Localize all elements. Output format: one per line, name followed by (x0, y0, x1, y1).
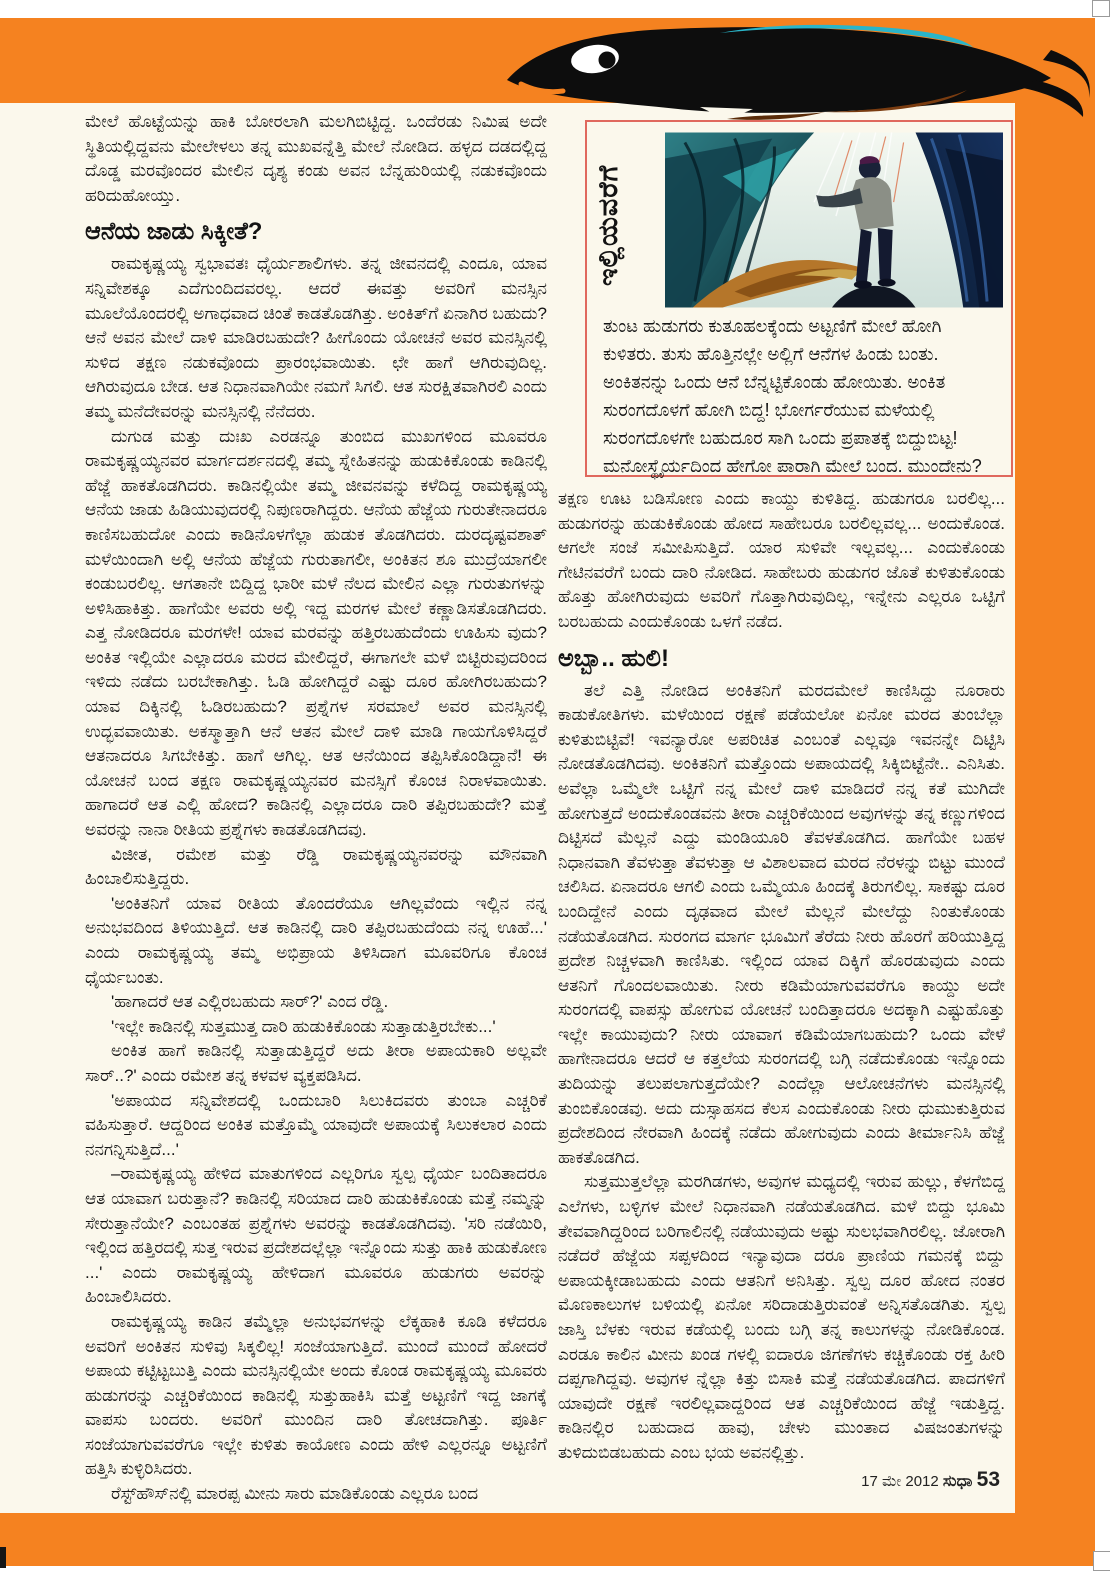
left-column-paragraphs (85, 252, 547, 1506)
right-orange-bar (1015, 18, 1095, 1566)
paragraph: ವಿಜೀತ, ರಮೇಶ ಮತ್ತು ರೆಡ್ಡಿ ರಾಮಕೃಷ್ಣಯ್ಯನವರನ್ನು ಮೌನವಾಗಿ ಹಿಂಬಾಲಿಸುತ್ತಿದ್ದರು. (85, 844, 547, 889)
section-heading-tiger: ಅಬ್ಬಾ.. ಹುಲಿ! (558, 644, 669, 672)
paragraph: 'ಅಂಕಿತನಿಗೆ ಯಾವ ರೀತಿಯ ತೊಂದರೆಯೂ ಆಗಿಲ್ಲವೆಂದು ಇಲ್ಲಿನ ನನ್ನ ಅನುಭವದಿಂದ ತಿಳಿಯುತ್ತಿದೆ. ಆತ ಕಾಡಿನಲ್ಲಿ ದಾರಿ ತಪ್ಪಿರಬಹುದೆಂದು ನನ್ನ ಊಹೆ...' ಎಂದು ರಾಮಕೃಷ್ಣಯ್ಯ ತಮ್ಮ ಅಭಿಪ್ರಾಯ ತಿಳಿಸಿದಾಗ ಮೂವರಿಗೂ ಕೊಂಚ ಧೈರ್ಯಬಂತು. (85, 893, 547, 987)
bottom-orange-band (0, 1513, 1095, 1566)
paragraph: 'ಇಲ್ಲೇ ಕಾಡಿನಲ್ಲಿ ಸುತ್ತಮುತ್ತ ದಾರಿ ಹುಡುಕಿಕೊಂಡು ಸುತ್ತಾಡುತ್ತಿರಬೇಕು...' (111, 1016, 496, 1036)
paragraph: ರಾಮಕೃಷ್ಣಯ್ಯ ಕಾಡಿನ ತಮ್ಮೆಲ್ಲಾ ಅನುಭವಗಳನ್ನು ಲೆಕ್ಕಹಾಕಿ ಕೂಡಿ ಕಳೆದರೂ ಅವರಿಗೆ ಅಂಕಿತನ ಸುಳಿವು ಸಿಕ್ಕಲಿಲ್ಲ! ಸಂಜೆಯಾಗುತ್ತಿದೆ. ಮುಂದೆ ಮುಂದೆ ಹೋದರೆ ಅಪಾಯ ಕಟ್ಟಿಟ್ಟಬುತ್ತಿ ಎಂದು ಮನಸ್ಸಿನಲ್ಲಿಯೇ ಅಂದು ಕೊಂಡ ರಾಮಕೃಷ್ಣಯ್ಯ ಮೂವರು ಹುಡುಗರನ್ನು ಎಚ್ಚರಿಕೆಯಿಂದ ಕಾಡಿನಲ್ಲಿ ಸುತ್ತುಹಾಕಿಸಿ ಮತ್ತೆ ಅಟ್ಟಣಿಗೆ ಇದ್ದ ಜಾಗಕ್ಕೆ ವಾಪಸು ಬಂದರು. ಅವರಿಗೆ ಮುಂದಿನ ದಾರಿ ತೋಚದಾಗಿತ್ತು. ಪೂರ್ತಿ ಸಂಜೆಯಾಗುವವರೆಗೂ ಇಲ್ಲೇ ಕುಳಿತು ಕಾಯೋಣ ಎಂದು ಹೇಳಿ ಎಲ್ಲರನ್ನೂ ಅಟ್ಟಣಿಗೆ ಹತ್ತಿಸಿ ಕುಳ್ಳಿರಿಸಿದರು. (85, 1311, 547, 1479)
paragraph: ತಲೆ ಎತ್ತಿ ನೋಡಿದ ಅಂಕಿತನಿಗೆ ಮರದಮೇಲೆ ಕಾಣಿಸಿದ್ದು ನೂರಾರು ಕಾಡುಕೋತಿಗಳು. ಮಳೆಯಿಂದ ರಕ್ಷಣೆ ಪಡೆಯಲೋ ಏನೋ ಮರದ ತುಂಬೆಲ್ಲಾ ಕುಳಿತುಬಿಟ್ಟಿವೆ! ಇವನ್ಯಾರೋ ಅಪರಿಚಿತ ಎಂಬಂತೆ ಎಲ್ಲವೂ ಇವನನ್ನೇ ದಿಟ್ಟಿಸಿ ನೋಡತೊಡಗಿದವು. ಅಂಕಿತನಿಗೆ ಮತ್ತೊಂದು ಅಪಾಯದಲ್ಲಿ ಸಿಕ್ಕಿಬಿಟ್ಟೆನೇ.. ಎನಿಸಿತು. ಅವೆಲ್ಲಾ ಒಮ್ಮೆಲೇ ಒಟ್ಟಿಗೆ ನನ್ನ ಮೇಲೆ ದಾಳಿ ಮಾಡಿದರೆ ನನ್ನ ಕತೆ ಮುಗಿದೇ ಹೋಗುತ್ತದೆ ಅಂದುಕೊಂಡವನು ತೀರಾ ಎಚ್ಚರಿಕೆಯಿಂದ ಅವುಗಳನ್ನು ತನ್ನ ಕಣ್ಣುಗಳಿಂದ ದಿಟ್ಟಿಸದೆ ಮೆಲ್ಲನೆ ಎದ್ದು ಮಂಡಿಯೂರಿ ತೆವಳತೊಡಗಿದ. ಹಾಗೆಯೇ ಬಹಳ ನಿಧಾನವಾಗಿ ತೆವಳುತ್ತಾ ತೆವಳುತ್ತಾ ಆ ವಿಶಾಲವಾದ ಮರದ ನೆರಳನ್ನು ಬಿಟ್ಟು ಮುಂದೆ ಚಲಿಸಿದ. ಏನಾದರೂ ಆಗಲಿ ಎಂದು ಒಮ್ಮೆಯೂ ಹಿಂದಕ್ಕೆ ತಿರುಗಲಿಲ್ಲ. ಸಾಕಷ್ಟು ದೂರ ಬಂದಿದ್ದೇನೆ ಎಂದು ದೃಢವಾದ ಮೇಲೆ ಮೆಲ್ಲನೆ ಮೇಲೆದ್ದು ನಿಂತುಕೊಂಡು ನಡೆಯತೊಡಗಿದ. ಸುರಂಗದ ಮಾರ್ಗ ಭೂಮಿಗೆ ತೆರೆದು ನೀರು ಹೊರಗೆ ಹರಿಯುತ್ತಿದ್ದ ಪ್ರದೇಶ ನಿಚ್ಚಳವಾಗಿ ಕಾಣಿಸಿತು. ಇಲ್ಲಿಂದ ಯಾವ ದಿಕ್ಕಿಗೆ ಹೊರಡುವುದು ಎಂದು ಆತನಿಗೆ ಗೊಂದಲವಾಯಿತು. ನೀರು ಕಡಿಮೆಯಾಗುವವರೆಗೂ ಕಾಯ್ದು ಅದೇ ಸುರಂಗದಲ್ಲಿ ವಾಪಸ್ಸು ಹೋಗುವ ಯೋಚನೆ ಬಂದಿತ್ತಾದರೂ ಅದಕ್ಕಾಗಿ ಎಷ್ಟುಹೊತ್ತು ಇಲ್ಲೇ ಕಾಯುವುದು? ನೀರು ಯಾವಾಗ ಕಡಿಮೆಯಾಗಬಹುದು? ಒಂದು ವೇಳೆ ಹಾಗೇನಾದರೂ ಆದರೆ ಆ ಕತ್ತಲೆಯ ಸುರಂಗದಲ್ಲಿ ಬಗ್ಗಿ ನಡೆದುಕೊಂಡು ಇನ್ನೊಂದು ತುದಿಯನ್ನು ತಲುಪಲಾಗುತ್ತದೆಯೇ? ಎಂದೆಲ್ಲಾ ಆಲೋಚನೆಗಳು ಮನಸ್ಸಿನಲ್ಲಿ ತುಂಬಿಕೊಂಡವು. ಅದು ದುಸ್ಸಾಹಸದ ಕೆಲಸ ಎಂದುಕೊಂಡು ನೀರು ಧುಮುಕುತ್ತಿರುವ ಪ್ರದೇಶದಿಂದ ನೇರವಾಗಿ ಹಿಂದಕ್ಕೆ ನಡೆದು ಹೋಗುವುದು ಎಂದು ತೀರ್ಮಾನಿಸಿ ಹೆಜ್ಜೆ ಹಾಕತೊಡಗಿದ. (558, 680, 1005, 1167)
paragraph: ರಾಮಕೃಷ್ಣಯ್ಯ ಸ್ವಭಾವತಃ ಧೈರ್ಯಶಾಲಿಗಳು. ತನ್ನ ಜೀವನದಲ್ಲಿ ಎಂದೂ, ಯಾವ ಸನ್ನಿವೇಶಕ್ಕೂ ಎದೆಗುಂದಿದವರಲ್ಲ. ಆದರೆ ಈವತ್ತು ಅವರಿಗೆ ಮನಸ್ಸಿನ ಮೂಲೆಯೊಂದರಲ್ಲಿ ಅಗಾಧವಾದ ಚಿಂತೆ ಕಾಡತೊಡಗಿತ್ತು. ಅಂಕಿತ್‌ಗೆ ಏನಾಗಿರ ಬಹುದು? ಆನೆ ಅವನ ಮೇಲೆ ದಾಳಿ ಮಾಡಿರಬಹುದೇ? ಹೀಗೊಂದು ಯೋಚನೆ ಅವರ ಮನಸ್ಸಿನಲ್ಲಿ ಸುಳಿದ ತಕ್ಷಣ ನಡುಕವೊಂದು ಪ್ರಾರಂಭವಾಯಿತು. ಛೇ ಹಾಗೆ ಆಗಿರುವುದಿಲ್ಲ. ಆಗಿರುವುದೂ ಬೇಡ. ಆತ ನಿಧಾನವಾಗಿಯೇ ನಮಗೆ ಸಿಗಲಿ. ಆತ ಸುರಕ್ಷಿತವಾಗಿರಲಿ ಎಂದು ತಮ್ಮ ಮನೆದೇವರನ್ನು ಮನಸ್ಸಿನಲ್ಲಿ ನೆನೆದರು. (85, 254, 547, 421)
paragraph: 'ಅಪಾಯದ ಸನ್ನಿವೇಶದಲ್ಲಿ ಒಂದುಬಾರಿ ಸಿಲುಕಿದವರು ತುಂಬಾ ಎಚ್ಚರಿಕೆ ವಹಿಸುತ್ತಾರೆ. ಆದ್ದರಿಂದ ಅಂಕಿತ ಮತ್ತೊಮ್ಮೆ ಯಾವುದೇ ಅಪಾಯಕ್ಕೆ ಸಿಲುಕಲಾರ ಎಂದು ನನಗನ್ನಿಸುತ್ತಿದೆ...' (85, 1090, 547, 1159)
right-column (558, 487, 1005, 1466)
story-recap-box (585, 120, 1013, 477)
paragraph: ಸುತ್ತಮುತ್ತಲೆಲ್ಲಾ ಮರಗಿಡಗಳು, ಅವುಗಳ ಮಧ್ಯದಲ್ಲಿ ಇರುವ ಹುಲ್ಲು, ಕೆಳಗೆಬಿದ್ದ ಎಲೆಗಳು, ಬಳ್ಳಿಗಳ ಮೇಲೆ ನಿಧಾನವಾಗಿ ನಡೆಯತೊಡಗಿದ. ಮಳೆ ಬಿದ್ದು ಭೂಮಿ ತೇವವಾಗಿದ್ದರಿಂದ ಬರಿಗಾಲಿನಲ್ಲಿ ನಡೆಯುವುದು ಅಷ್ಟು ಸುಲಭವಾಗಿರಲಿಲ್ಲ. ಜೋರಾಗಿ ನಡೆದರೆ ಹೆಜ್ಜೆಯ ಸಪ್ಪಳದಿಂದ ಇನ್ಯಾವುದಾ ದರೂ ಪ್ರಾಣಿಯ ಗಮನಕ್ಕೆ ಬಿದ್ದು ಅಪಾಯಕ್ಕೀಡಾಬಹುದು ಎಂದು ಆತನಿಗೆ ಅನಿಸಿತ್ತು. ಸ್ವಲ್ಪ ದೂರ ಹೋದ ನಂತರ ಮೊಣಕಾಲುಗಳ ಬಳಿಯಲ್ಲಿ ಏನೋ ಸರಿದಾಡುತ್ತಿರುವಂತೆ ಅನ್ನಿಸತೊಡಗಿತು. ಸ್ವಲ್ಪ ಜಾಸ್ತಿ ಬೆಳಕು ಇರುವ ಕಡೆಯಲ್ಲಿ ಬಂದು ಬಗ್ಗಿ ತನ್ನ ಕಾಲುಗಳನ್ನು ನೋಡಿಕೊಂಡ. ಎರಡೂ ಕಾಲಿನ ಮೀನು ಖಂಡ ಗಳಲ್ಲಿ ಐದಾರೂ ಜಿಗಣೆಗಳು ಕಚ್ಚಿಕೊಂಡು ರಕ್ತ ಹೀರಿ ದಪ್ಪಗಾಗಿದ್ದವು. ಅವುಗಳ ನ್ನೆಲ್ಲಾ ಕಿತ್ತು ಬಿಸಾಕಿ ಮತ್ತೆ ನಡೆಯತೊಡಗಿದ. ಪಾದಗಳಿಗೆ ಯಾವುದೇ ರಕ್ಷಣೆ ಇರಲಿಲ್ಲವಾದ್ದರಿಂದ ಆತ ಎಚ್ಚರಿಕೆಯಿಂದ ಹೆಜ್ಜೆ ಇಡುತ್ತಿದ್ದ. ಕಾಡಿನಲ್ಲಿರ ಬಹುದಾದ ಹಾವು, ಚೇಳು ಮುಂತಾದ ವಿಷಜಂತುಗಳನ್ನು ತುಳಿದುಬಿಡಬಹುದು ಎಂಬ ಭಯ ಅವನಲ್ಲಿತ್ತು. (558, 1172, 1005, 1462)
vertical-label-so-far: ಇಲ್ಲಿಯವರೆಗೆ (593, 164, 623, 286)
magazine-name: ಸುಧಾ (942, 1473, 973, 1490)
paragraph: ದುಗುಡ ಮತ್ತು ದುಃಖ ಎರಡನ್ನೂ ತುಂಬಿದ ಮುಖಗಳಿಂದ ಮೂವರೂ ರಾಮಕೃಷ್ಣಯ್ಯನವರ ಮಾರ್ಗದರ್ಶನದಲ್ಲಿ ತಮ್ಮ ಸ್ನೇಹಿತನನ್ನು ಹುಡುಕಿಕೊಂಡು ಕಾಡಿನಲ್ಲಿ ಹೆಜ್ಜೆ ಹಾಕತೊಡಗಿದರು. ಕಾಡಿನಲ್ಲಿಯೇ ತಮ್ಮ ಜೀವನವನ್ನು ಕಳೆದಿದ್ದ ರಾಮಕೃಷ್ಣಯ್ಯ ಆನೆಯ ಜಾಡು ಹಿಡಿಯುವುದರಲ್ಲಿ ನಿಪುಣರಾಗಿದ್ದರು. ಆನೆಯ ಹೆಜ್ಜೆಯ ಗುರುತೇನಾದರೂ ಕಾಣಿಸಬಹುದೋ ಎಂದು ಕಾಡಿನೊಳಗೆಲ್ಲಾ ಹುಡುಕ ತೊಡಗಿದರು. ದುರದೃಷ್ಟವಶಾತ್ ಮಳೆಯಿಂದಾಗಿ ಅಲ್ಲಿ ಆನೆಯ ಹೆಜ್ಜೆಯ ಗುರುತಾಗಲೀ, ಅಂಕಿತನ ಶೂ ಮುದ್ರೆಯಾಗಲೀ ಕಂಡುಬರಲಿಲ್ಲ. ಆಗತಾನೇ ಬಿದ್ದಿದ್ದ ಭಾರೀ ಮಳೆ ನೆಲದ ಮೇಲಿನ ಎಲ್ಲಾ ಗುರುತುಗಳನ್ನು ಅಳಿಸಿಹಾಕಿತ್ತು. ಹಾಗೆಯೇ ಅವರು ಅಲ್ಲಿ ಇದ್ದ ಮರಗಳ ಮೇಲೆ ಕಣ್ಣಾಡಿಸತೊಡಗಿದರು. ಎತ್ತ ನೋಡಿದರೂ ಮರಗಳೇ! ಯಾವ ಮರವನ್ನು ಹತ್ತಿರಬಹುದೆಂದು ಊಹಿಸು ವುದು? ಅಂಕಿತ ಇಲ್ಲಿಯೇ ಎಲ್ಲಾದರೂ ಮರದ ಮೇಲಿದ್ದರೆ, ಈಗಾಗಲೇ ಮಳೆ ಬಿಟ್ಟಿರುವುದರಿಂದ ಇಳಿದು ನಡೆದು ಬರಬೇಕಾಗಿತ್ತು. ಓಡಿ ಹೋಗಿದ್ದರೆ ಎಷ್ಟು ದೂರ ಹೋಗಿರಬಹುದು? ಯಾವ ದಿಕ್ಕಿನಲ್ಲಿ ಓಡಿರಬಹುದು? ಪ್ರಶ್ನೆಗಳ ಸರಮಾಲೆ ಅವರ ಮನಸ್ಸಿನಲ್ಲಿ ಉದ್ಭವವಾಯಿತು. ಅಕಸ್ಮಾತ್ತಾಗಿ ಆನೆ ಆತನ ಮೇಲೆ ದಾಳಿ ಮಾಡಿ ಗಾಯಗೊಳಿಸಿದ್ದರೆ ಆತನಾದರೂ ಸಿಗಬೇಕಿತ್ತು. ಹಾಗೆ ಆಗಿಲ್ಲ. ಆತ ಆನೆಯಿಂದ ತಪ್ಪಿಸಿಕೊಂಡಿದ್ದಾನೆ! ಈ ಯೋಚನೆ ಬಂದ ತಕ್ಷಣ ರಾಮಕೃಷ್ಣಯ್ಯನವರ ಮನಸ್ಸಿಗೆ ಕೊಂಚ ನಿರಾಳವಾಯಿತು. ಹಾಗಾದರೆ ಆತ ಎಲ್ಲಿ ಹೋದ? ಕಾಡಿನಲ್ಲಿ ಎಲ್ಲಾದರೂ ದಾರಿ ತಪ್ಪಿರಬಹುದೇ? ಮತ್ತೆ ಅವರನ್ನು ನಾನಾ ರೀತಿಯ ಪ್ರಶ್ನೆಗಳು ಕಾಡತೊಡಗಿದವು. (85, 426, 547, 840)
footer-date: 17 ಮೇ 2012 (861, 1473, 939, 1490)
page-footer (700, 1468, 1000, 1492)
cave-illustration (665, 132, 1003, 308)
recap-caption: ತುಂಟ ಹುಡುಗರು ಕುತೂಹಲಕ್ಕೆಂದು ಅಟ್ಟಣಿಗೆ ಮೇಲೆ ಹೋಗಿ ಕುಳಿತರು. ತುಸು ಹೊತ್ತಿನಲ್ಲೇ ಅಲ್ಲಿಗೆ ಆನೆಗಳ ಹಿಂಡು ಬಂತು. ಅಂಕಿತನನ್ನು ಒಂದು ಆನೆ ಬೆನ್ನಟ್ಟಿಕೊಂಡು ಹೋಯಿತು. ಅಂಕಿತ ಸುರಂಗದೊಳಗೆ ಹೋಗಿ ಬಿದ್ದ! ಭೋರ್ಗರೆಯುವ ಮಳೆಯಲ್ಲಿ ಸುರಂಗದೊಳಗೇ ಬಹುದೂರ ಸಾಗಿ ಒಂದು ಪ್ರಪಾತಕ್ಕೆ ಬಿದ್ದುಬಿಟ್ಟ! ಮನೋಸ್ಥೈರ್ಯದಿಂದ ಹೇಗೋ ಪಾರಾಗಿ ಮೇಲೆ ಬಂದ. ಮುಂದೇನು? (603, 316, 982, 476)
print-registration-mark (0, 1547, 6, 1568)
paragraph: 'ಹಾಗಾದರೆ ಆತ ಎಲ್ಲಿರಬಹುದು ಸಾರ್?' ಎಂದ ರೆಡ್ಡಿ. (111, 992, 389, 1012)
paragraph: ಅಂಕಿತ ಹಾಗೆ ಕಾಡಿನಲ್ಲಿ ಸುತ್ತಾಡುತ್ತಿದ್ದರೆ ಅದು ತೀರಾ ಅಪಾಯಕಾರಿ ಅಲ್ಲವೇ ಸಾರ್..?' ಎಂದು ರಮೇಶ ತನ್ನ ಕಳವಳ ವ್ಯಕ್ತಪಡಿಸಿದ. (85, 1041, 547, 1085)
left-column (85, 110, 547, 1507)
paragraph: ತಕ್ಷಣ ಊಟ ಬಡಿಸೋಣ ಎಂದು ಕಾಯ್ದು ಕುಳಿತಿದ್ದ. ಹುಡುಗರೂ ಬರಲಿಲ್ಲ... ಹುಡುಗರನ್ನು ಹುಡುಕಿಕೊಂಡು ಹೋದ ಸಾಹೇಬರೂ ಬರಲಿಲ್ಲವಲ್ಲ... ಅಂದುಕೊಂಡ. ಆಗಲೇ ಸಂಜೆ ಸಮೀಪಿಸುತ್ತಿದೆ. ಯಾರ ಸುಳಿವೇ ಇಲ್ಲವಲ್ಲ... ಎಂದುಕೊಂಡು ಗೇಟಿನವರೆಗೆ ಬಂದು ದಾರಿ ನೋಡಿದ. ಸಾಹೇಬರು ಹುಡುಗರ ಜೊತೆ ಕುಳಿತುಕೊಂಡು ಹೊತ್ತು ಹೋಗಿರುವುದು ಅವರಿಗೆ ಗೊತ್ತಾಗಿರುವುದಿಲ್ಲ, ಇನ್ನೇನು ಎಲ್ಲರೂ ಒಟ್ಟಿಗೆ ಬರಬಹುದು ಎಂದುಕೊಂಡು ಒಳಗೆ ನಡೆದ. (558, 489, 1005, 631)
paragraph: –ರಾಮಕೃಷ್ಣಯ್ಯ ಹೇಳಿದ ಮಾತುಗಳಿಂದ ಎಲ್ಲರಿಗೂ ಸ್ವಲ್ಪ ಧೈರ್ಯ ಬಂದಿತಾದರೂ ಆತ ಯಾವಾಗ ಬರುತ್ತಾನೆ? ಕಾಡಿನಲ್ಲಿ ಸರಿಯಾದ ದಾರಿ ಹುಡುಕಿಕೊಂಡು ಮತ್ತೆ ನಮ್ಮನ್ನು ಸೇರುತ್ತಾನೆಯೇ? ಎಂಬಂತಹ ಪ್ರಶ್ನೆಗಳು ಅವರನ್ನು ಕಾಡತೊಡಗಿದವು. 'ಸರಿ ನಡೆಯಿರಿ, ಇಲ್ಲಿಂದ ಹತ್ತಿರದಲ್ಲಿ ಸುತ್ತ ಇರುವ ಪ್ರದೇಶದಲ್ಲೆಲ್ಲಾ ಇನ್ನೊಂದು ಸುತ್ತು ಹಾಕಿ ಹುಡುಕೋಣ ...' ಎಂದು ರಾಮಕೃಷ್ಣಯ್ಯ ಹೇಳಿದಾಗ ಮೂವರೂ ಹುಡುಗರು ಅವರನ್ನು ಹಿಂಬಾಲಿಸಿದರು. (85, 1164, 547, 1307)
fish-icon (495, 20, 1095, 120)
print-registration-box (1093, 1551, 1110, 1571)
right-column-paragraphs (558, 679, 1005, 1466)
paragraph: ಮೇಲೆ ಹೊಟ್ಟೆಯನ್ನು ಹಾಕಿ ಬೋರಲಾಗಿ ಮಲಗಿಬಿಟ್ಟಿದ್ದ. ಒಂದೆರಡು ನಿಮಿಷ ಅದೇ ಸ್ಥಿತಿಯಲ್ಲಿದ್ದವನು ಮೇಲೇಳಲು ತನ್ನ ಮುಖವನ್ನೆತ್ತಿ ಮೇಲೆ ನೋಡಿದ. ಹಳ್ಳದ ದಡದಲ್ಲಿದ್ದ ದೊಡ್ಡ ಮರವೊಂದರ ಮೇಲಿನ ದೃಶ್ಯ ಕಂಡು ಅವನ ಬೆನ್ನಹುರಿಯಲ್ಲಿ ನಡುಕವೊಂದು ಹರಿದುಹೋಯ್ತು. (85, 112, 547, 205)
section-heading-elephant-trail: ಆನೆಯ ಜಾಡು ಸಿಕ್ಕೀತೆ? (85, 218, 263, 246)
page-corner-mark (1092, 0, 1110, 17)
paragraph: ರೆಸ್ಟ್‌ಹೌಸ್‌ನಲ್ಲಿ ಮಾರಪ್ಪ ಮೀನು ಸಾರು ಮಾಡಿಕೊಂಡು ಎಲ್ಲರೂ ಬಂದ (111, 1484, 479, 1504)
page-number: 53 (976, 1468, 1000, 1491)
